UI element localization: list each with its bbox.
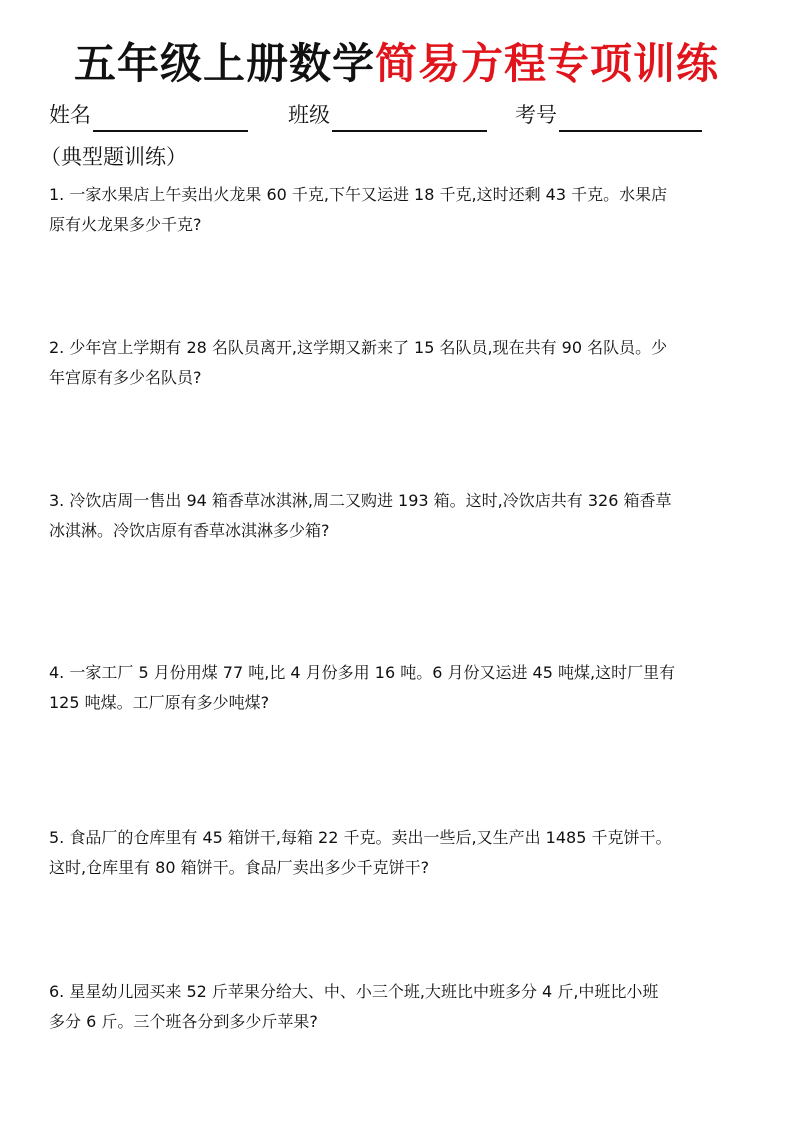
exam-number-label: 考号: [515, 103, 557, 127]
question-6: [49, 977, 749, 1037]
name-label: 姓名: [49, 103, 91, 127]
question-text-line: 6. 星星幼儿园买来 52 斤苹果分给大、中、小三个班,大班比中班多分 4 斤,中班比小班: [49, 982, 659, 1001]
question-text-line: 多分 6 斤。三个班各分到多少斤苹果?: [49, 1012, 318, 1031]
question-2: [49, 333, 749, 393]
question-text-line: 1. 一家水果店上午卖出火龙果 60 千克,下午又运进 18 千克,这时还剩 43 千克。水果店: [49, 185, 668, 204]
question-4: [49, 658, 749, 718]
title-red-part: 简易方程专项训练: [375, 39, 720, 88]
subtitle: （典型题训练）: [40, 145, 187, 169]
question-text-line: 2. 少年宫上学期有 28 名队员离开,这学期又新来了 15 名队员,现在共有 90 名队员。少: [49, 338, 668, 357]
exam-number-field: [515, 98, 702, 132]
question-text-line: 冰淇淋。冷饮店原有香草冰淇淋多少箱?: [49, 521, 330, 540]
name-blank-line[interactable]: [93, 104, 248, 132]
question-5: [49, 823, 749, 883]
page-title: [0, 36, 793, 92]
question-3: [49, 486, 749, 546]
class-blank-line[interactable]: [332, 104, 487, 132]
name-field: [49, 98, 248, 132]
question-text-line: 年宫原有多少名队员?: [49, 368, 202, 387]
title-black-part: 五年级上册数学: [73, 39, 375, 88]
class-label: 班级: [288, 103, 330, 127]
exam-number-blank-line[interactable]: [559, 104, 702, 132]
question-text-line: 原有火龙果多少千克?: [49, 215, 202, 234]
class-field: [288, 98, 487, 132]
question-text-line: 这时,仓库里有 80 箱饼干。食品厂卖出多少千克饼干?: [49, 858, 430, 877]
question-1: [49, 180, 749, 240]
question-text-line: 125 吨煤。工厂原有多少吨煤?: [49, 693, 270, 712]
question-text-line: 3. 冷饮店周一售出 94 箱香草冰淇淋,周二又购进 193 箱。这时,冷饮店共有 326 箱香草: [49, 491, 672, 510]
question-text-line: 5. 食品厂的仓库里有 45 箱饼干,每箱 22 千克。卖出一些后,又生产出 1485 千克饼干。: [49, 828, 672, 847]
question-text-line: 4. 一家工厂 5 月份用煤 77 吨,比 4 月份多用 16 吨。6 月份又运进 45 吨煤,这时厂里有: [49, 663, 676, 682]
